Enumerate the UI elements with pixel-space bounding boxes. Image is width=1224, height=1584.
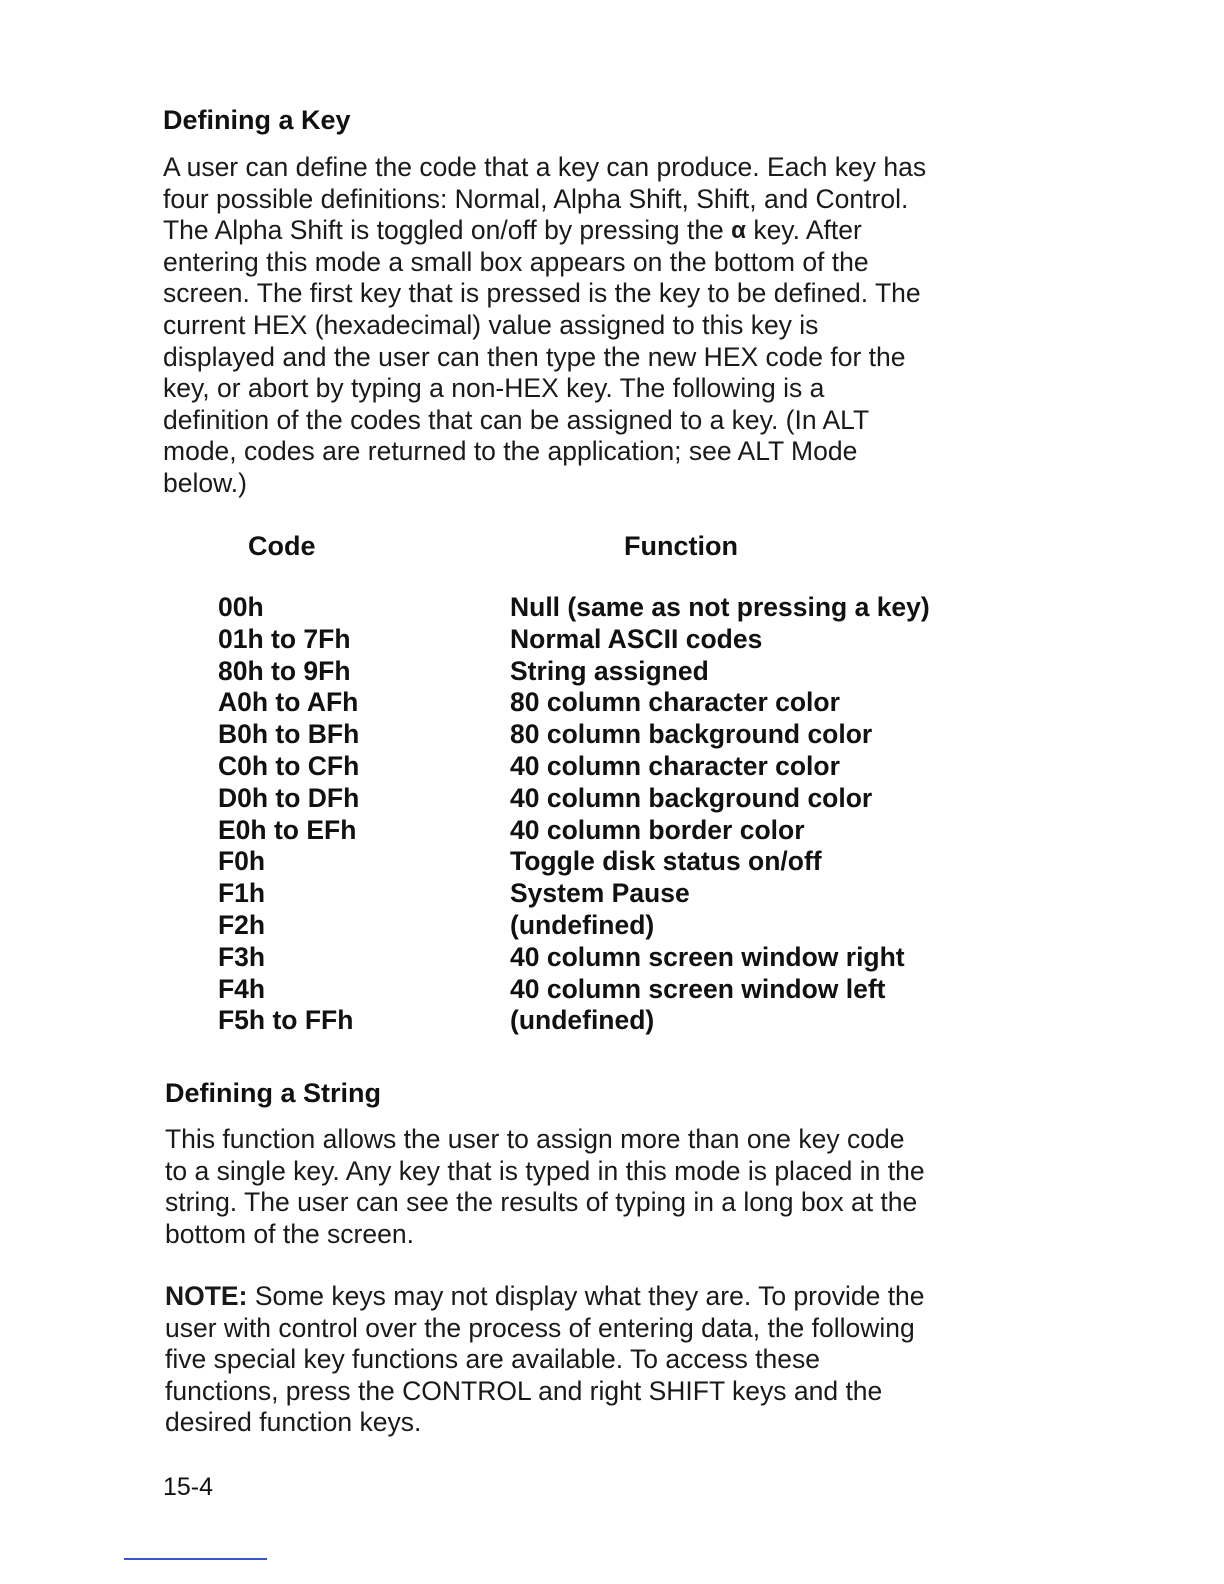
code-cell: 00h xyxy=(218,592,264,622)
defining-a-key-paragraph xyxy=(163,152,1013,500)
code-cell: F1h xyxy=(218,878,266,909)
function-cell: (undefined) xyxy=(510,909,655,940)
code-cell: F0h xyxy=(218,846,266,877)
paragraph-line: string. The user can see the results of typing in a long box at the xyxy=(165,1187,918,1218)
code-cell: F4h xyxy=(218,973,266,1004)
paragraph-line: displayed and the user can then type the new HEX code for the xyxy=(163,341,906,372)
defining-a-string-paragraph xyxy=(165,1124,1015,1250)
code-cell: B0h to BFh xyxy=(218,719,360,750)
note-label: NOTE: xyxy=(165,1281,248,1311)
code-cell: D0h to DFh xyxy=(218,782,360,813)
paragraph-line: A user can define the code that a key can produce. Each key has xyxy=(163,152,927,182)
paragraph-line: key, or abort by typing a non-HEX key. The following is a xyxy=(163,373,825,404)
alpha-symbol-icon: α xyxy=(731,217,746,245)
code-cell: 80h to 9Fh xyxy=(218,655,351,686)
code-cell: E0h to EFh xyxy=(218,814,357,845)
code-cell: 01h to 7Fh xyxy=(218,623,351,654)
function-cell: System Pause xyxy=(510,878,690,909)
page-number: 15-4 xyxy=(163,1473,214,1501)
section-heading-defining-a-string: Defining a String xyxy=(165,1078,381,1108)
function-cell: Toggle disk status on/off xyxy=(510,846,822,877)
paragraph-line: to a single key. Any key that is typed in this mode is placed in the xyxy=(165,1155,925,1186)
note-paragraph xyxy=(165,1281,1015,1439)
paragraph-line: functions, press the CONTROL and right SHIFT keys and the xyxy=(165,1375,883,1406)
paragraph-line: This function allows the user to assign more than one key code xyxy=(165,1124,905,1154)
footer-rule xyxy=(124,1558,267,1560)
paragraph-line: five special key functions are available. To access these xyxy=(165,1344,821,1375)
paragraph-text: key. After xyxy=(753,215,862,246)
paragraph-line: four possible definitions: Normal, Alpha Shift, Shift, and Control. xyxy=(163,183,909,214)
paragraph-line: entering this mode a small box appears on the bottom of the xyxy=(163,246,869,277)
paragraph-line xyxy=(165,1281,1015,1313)
code-column-header: Code xyxy=(248,531,316,561)
paragraph-text: The Alpha Shift is toggled on/off by pressing the xyxy=(163,215,724,246)
function-cell: 40 column screen window left xyxy=(510,973,886,1004)
function-cell: 40 column background color xyxy=(510,782,873,813)
section-heading-defining-a-key: Defining a Key xyxy=(163,105,351,135)
code-cell: A0h to AFh xyxy=(218,687,359,718)
function-cell: 80 column character color xyxy=(510,687,840,718)
paragraph-text: Some keys may not display what they are. To provide the xyxy=(254,1281,925,1311)
paragraph-line: bottom of the screen. xyxy=(165,1218,414,1249)
paragraph-line: below.) xyxy=(163,467,247,498)
function-cell: 40 column border color xyxy=(510,814,805,845)
function-column-header: Function xyxy=(624,531,738,561)
code-cell: F5h to FFh xyxy=(218,1005,354,1036)
function-cell: String assigned xyxy=(510,655,709,686)
code-cell: C0h to CFh xyxy=(218,750,360,781)
paragraph-line: desired function keys. xyxy=(165,1407,422,1438)
paragraph-line: screen. The first key that is pressed is the key to be defined. The xyxy=(163,278,921,309)
code-cell: F3h xyxy=(218,941,266,972)
function-cell: Null (same as not pressing a key) xyxy=(510,592,930,622)
paragraph-line xyxy=(163,215,1013,247)
paragraph-line: mode, codes are returned to the application; see ALT Mode xyxy=(163,436,858,467)
function-cell: 80 column background color xyxy=(510,719,873,750)
code-cell: F2h xyxy=(218,909,266,940)
function-cell: Normal ASCII codes xyxy=(510,623,763,654)
function-cell: (undefined) xyxy=(510,1005,655,1036)
function-cell: 40 column screen window right xyxy=(510,941,905,972)
paragraph-line: current HEX (hexadecimal) value assigned to this key is xyxy=(163,309,819,340)
paragraph-line: definition of the codes that can be assigned to a key. (In ALT xyxy=(163,404,870,435)
paragraph-line: user with control over the process of entering data, the following xyxy=(165,1312,915,1343)
function-cell: 40 column character color xyxy=(510,750,840,781)
